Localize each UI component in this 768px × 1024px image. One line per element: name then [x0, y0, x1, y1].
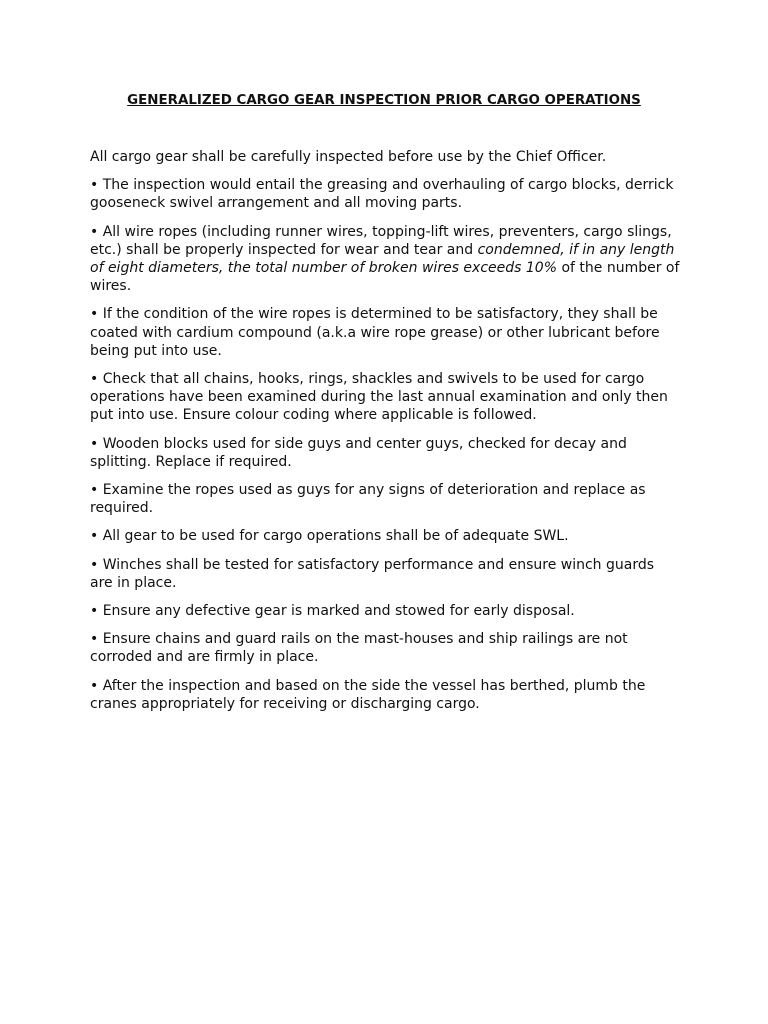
document-body — [90, 148, 680, 723]
bullet-paragraph-guy-ropes: • Examine the ropes used as guys for any signs of deterioration and replace as required. — [90, 482, 646, 517]
bullet-paragraph-cranes: • After the inspection and based on the side the vessel has berthed, plumb the cranes appropriately for receiving or discharging cargo. — [90, 677, 646, 712]
bullet-paragraph-chains-hooks: • Check that all chains, hooks, rings, shackles and swivels to be used for cargo operations have been examined during the last annual examination and only then put into use. Ensure colour coding where applicable is followed. — [90, 371, 668, 424]
document-title: GENERALIZED CARGO GEAR INSPECTION PRIOR CARGO OPERATIONS — [127, 93, 641, 108]
wire-ropes-text-end: of the number of wires. — [90, 260, 680, 295]
bullet-paragraph-guard-rails: • Ensure chains and guard rails on the mast-houses and ship railings are not corroded and are firmly in place. — [90, 631, 628, 666]
bullet-paragraph-inspection: • The inspection would entail the greasing and overhauling of cargo blocks, derrick gooseneck swivel arrangement and all moving parts. — [90, 177, 674, 212]
bullet-paragraph-winches: • Winches shall be tested for satisfactory performance and ensure winch guards are in place. — [90, 556, 655, 591]
wire-ropes-text-start: • All wire ropes (including runner wires, topping-lift wires, preventers, cargo slings, etc.) shall be properly inspected for wear and tear and — [90, 223, 672, 258]
bullet-paragraph-coating: • If the condition of the wire ropes is determined to be satisfactory, they shall be coated with cardium compound (a.k.a wire rope grease) or other lubricant before being put into use. — [90, 306, 660, 359]
intro-paragraph: All cargo gear shall be carefully inspected before use by the Chief Officer. — [90, 149, 607, 165]
bullet-paragraph-wooden-blocks: • Wooden blocks used for side guys and center guys, checked for decay and splitting. Replace if required. — [90, 435, 627, 470]
bullet-paragraph-wire-ropes — [90, 223, 680, 296]
bullet-paragraph-defective-gear: • Ensure any defective gear is marked and stowed for early disposal. — [90, 603, 575, 620]
wire-ropes-condemned-text: condemned, if in any length of eight diameters, the total number of broken wires exceeds 10% — [90, 241, 675, 277]
bullet-paragraph-swl: • All gear to be used for cargo operations shall be of adequate SWL. — [90, 528, 569, 545]
